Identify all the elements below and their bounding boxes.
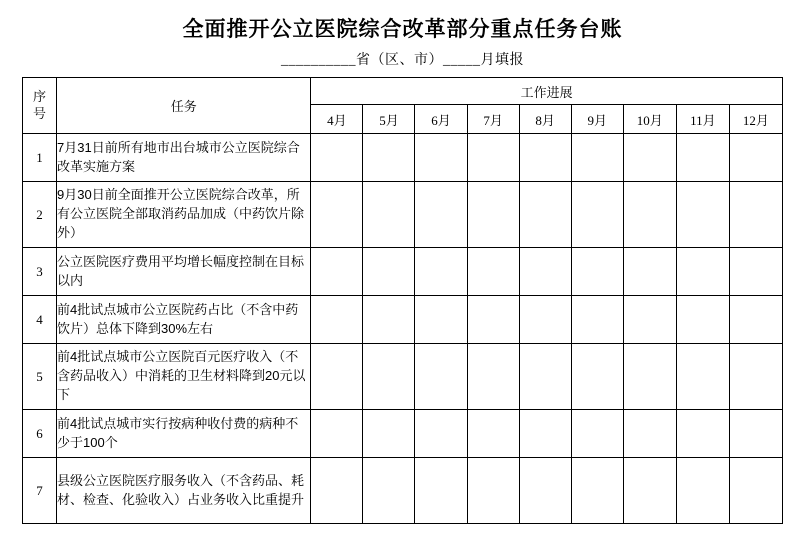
row-value-month-4[interactable] — [311, 134, 363, 182]
row-value-month-12[interactable] — [729, 248, 782, 296]
row-task: 公立医院医疗费用平均增长幅度控制在目标以内 — [57, 248, 311, 296]
row-seq: 5 — [23, 344, 57, 410]
row-task: 前4批试点城市公立医院药占比（不含中药饮片）总体下降到30%左右 — [57, 296, 311, 344]
column-header-month-11: 11月 — [676, 105, 729, 134]
row-value-month-10[interactable] — [623, 248, 676, 296]
row-value-month-10[interactable] — [623, 182, 676, 248]
column-header-task: 任务 — [57, 78, 311, 134]
row-value-month-12[interactable] — [729, 410, 782, 458]
row-value-month-8[interactable] — [519, 296, 571, 344]
row-value-month-9[interactable] — [571, 458, 623, 524]
row-value-month-9[interactable] — [571, 134, 623, 182]
row-value-month-5[interactable] — [363, 134, 415, 182]
row-value-month-8[interactable] — [519, 410, 571, 458]
row-value-month-6[interactable] — [415, 134, 467, 182]
row-value-month-10[interactable] — [623, 134, 676, 182]
row-seq: 3 — [23, 248, 57, 296]
row-value-month-12[interactable] — [729, 458, 782, 524]
row-value-month-9[interactable] — [571, 410, 623, 458]
row-task: 9月30日前全面推开公立医院综合改革，所有公立医院全部取消药品加成（中药饮片除外） — [57, 182, 311, 248]
column-header-month-8: 8月 — [519, 105, 571, 134]
row-value-month-4[interactable] — [311, 458, 363, 524]
row-value-month-8[interactable] — [519, 344, 571, 410]
document-page — [0, 13, 805, 541]
row-value-month-10[interactable] — [623, 296, 676, 344]
row-value-month-12[interactable] — [729, 344, 782, 410]
row-value-month-11[interactable] — [676, 182, 729, 248]
row-value-month-4[interactable] — [311, 248, 363, 296]
row-value-month-9[interactable] — [571, 182, 623, 248]
row-value-month-7[interactable] — [467, 410, 519, 458]
column-header-seq-line1: 序 — [33, 89, 47, 105]
row-value-month-5[interactable] — [363, 410, 415, 458]
row-value-month-4[interactable] — [311, 182, 363, 248]
row-value-month-11[interactable] — [676, 134, 729, 182]
row-value-month-7[interactable] — [467, 344, 519, 410]
row-seq: 6 — [23, 410, 57, 458]
column-header-month-7: 7月 — [467, 105, 519, 134]
row-value-month-10[interactable] — [623, 458, 676, 524]
row-value-month-9[interactable] — [571, 296, 623, 344]
row-value-month-4[interactable] — [311, 344, 363, 410]
row-value-month-6[interactable] — [415, 296, 467, 344]
row-value-month-7[interactable] — [467, 182, 519, 248]
row-value-month-11[interactable] — [676, 344, 729, 410]
row-value-month-12[interactable] — [729, 134, 782, 182]
table-row — [23, 134, 783, 182]
row-task: 前4批试点城市公立医院百元医疗收入（不含药品收入）中消耗的卫生材料降到20元以下 — [57, 344, 311, 410]
row-seq: 1 — [23, 134, 57, 182]
row-value-month-5[interactable] — [363, 182, 415, 248]
row-value-month-11[interactable] — [676, 458, 729, 524]
row-value-month-11[interactable] — [676, 410, 729, 458]
table-row — [23, 410, 783, 458]
row-value-month-6[interactable] — [415, 344, 467, 410]
row-value-month-8[interactable] — [519, 134, 571, 182]
report-period-line: __________省（区、市）_____月填报 — [281, 53, 524, 68]
row-value-month-9[interactable] — [571, 248, 623, 296]
row-value-month-5[interactable] — [363, 296, 415, 344]
row-value-month-8[interactable] — [519, 248, 571, 296]
row-value-month-12[interactable] — [729, 296, 782, 344]
page-title: 全面推开公立医院综合改革部分重点任务台账 — [182, 17, 623, 41]
row-seq: 4 — [23, 296, 57, 344]
row-value-month-6[interactable] — [415, 248, 467, 296]
row-value-month-6[interactable] — [415, 182, 467, 248]
row-task: 7月31日前所有地市出台城市公立医院综合改革实施方案 — [57, 134, 311, 182]
row-value-month-8[interactable] — [519, 182, 571, 248]
row-task: 县级公立医院医疗服务收入（不含药品、耗材、检查、化验收入）占业务收入比重提升 — [57, 458, 311, 524]
row-value-month-7[interactable] — [467, 248, 519, 296]
table-row — [23, 458, 783, 524]
row-value-month-10[interactable] — [623, 344, 676, 410]
row-task: 前4批试点城市实行按病种收付费的病种不少于100个 — [57, 410, 311, 458]
row-value-month-10[interactable] — [623, 410, 676, 458]
row-value-month-7[interactable] — [467, 134, 519, 182]
row-value-month-8[interactable] — [519, 458, 571, 524]
table-row — [23, 344, 783, 410]
row-value-month-5[interactable] — [363, 248, 415, 296]
row-value-month-11[interactable] — [676, 248, 729, 296]
row-value-month-11[interactable] — [676, 296, 729, 344]
row-value-month-6[interactable] — [415, 458, 467, 524]
row-value-month-4[interactable] — [311, 410, 363, 458]
column-header-seq-line2: 号 — [33, 105, 47, 121]
row-value-month-7[interactable] — [467, 458, 519, 524]
row-value-month-5[interactable] — [363, 458, 415, 524]
column-header-month-12: 12月 — [729, 105, 782, 134]
column-header-month-6: 6月 — [415, 105, 467, 134]
table-row — [23, 182, 783, 248]
column-header-progress: 工作进展 — [311, 78, 783, 105]
task-ledger-table — [22, 77, 783, 524]
row-value-month-12[interactable] — [729, 182, 782, 248]
row-value-month-4[interactable] — [311, 296, 363, 344]
table-header-row-1 — [23, 78, 783, 105]
column-header-month-9: 9月 — [571, 105, 623, 134]
row-seq: 2 — [23, 182, 57, 248]
column-header-month-4: 4月 — [311, 105, 363, 134]
column-header-month-10: 10月 — [623, 105, 676, 134]
row-value-month-7[interactable] — [467, 296, 519, 344]
row-value-month-9[interactable] — [571, 344, 623, 410]
table-row — [23, 248, 783, 296]
row-seq: 7 — [23, 458, 57, 524]
column-header-seq — [23, 78, 57, 134]
column-header-month-5: 5月 — [363, 105, 415, 134]
row-value-month-6[interactable] — [415, 410, 467, 458]
row-value-month-5[interactable] — [363, 344, 415, 410]
table-row — [23, 296, 783, 344]
